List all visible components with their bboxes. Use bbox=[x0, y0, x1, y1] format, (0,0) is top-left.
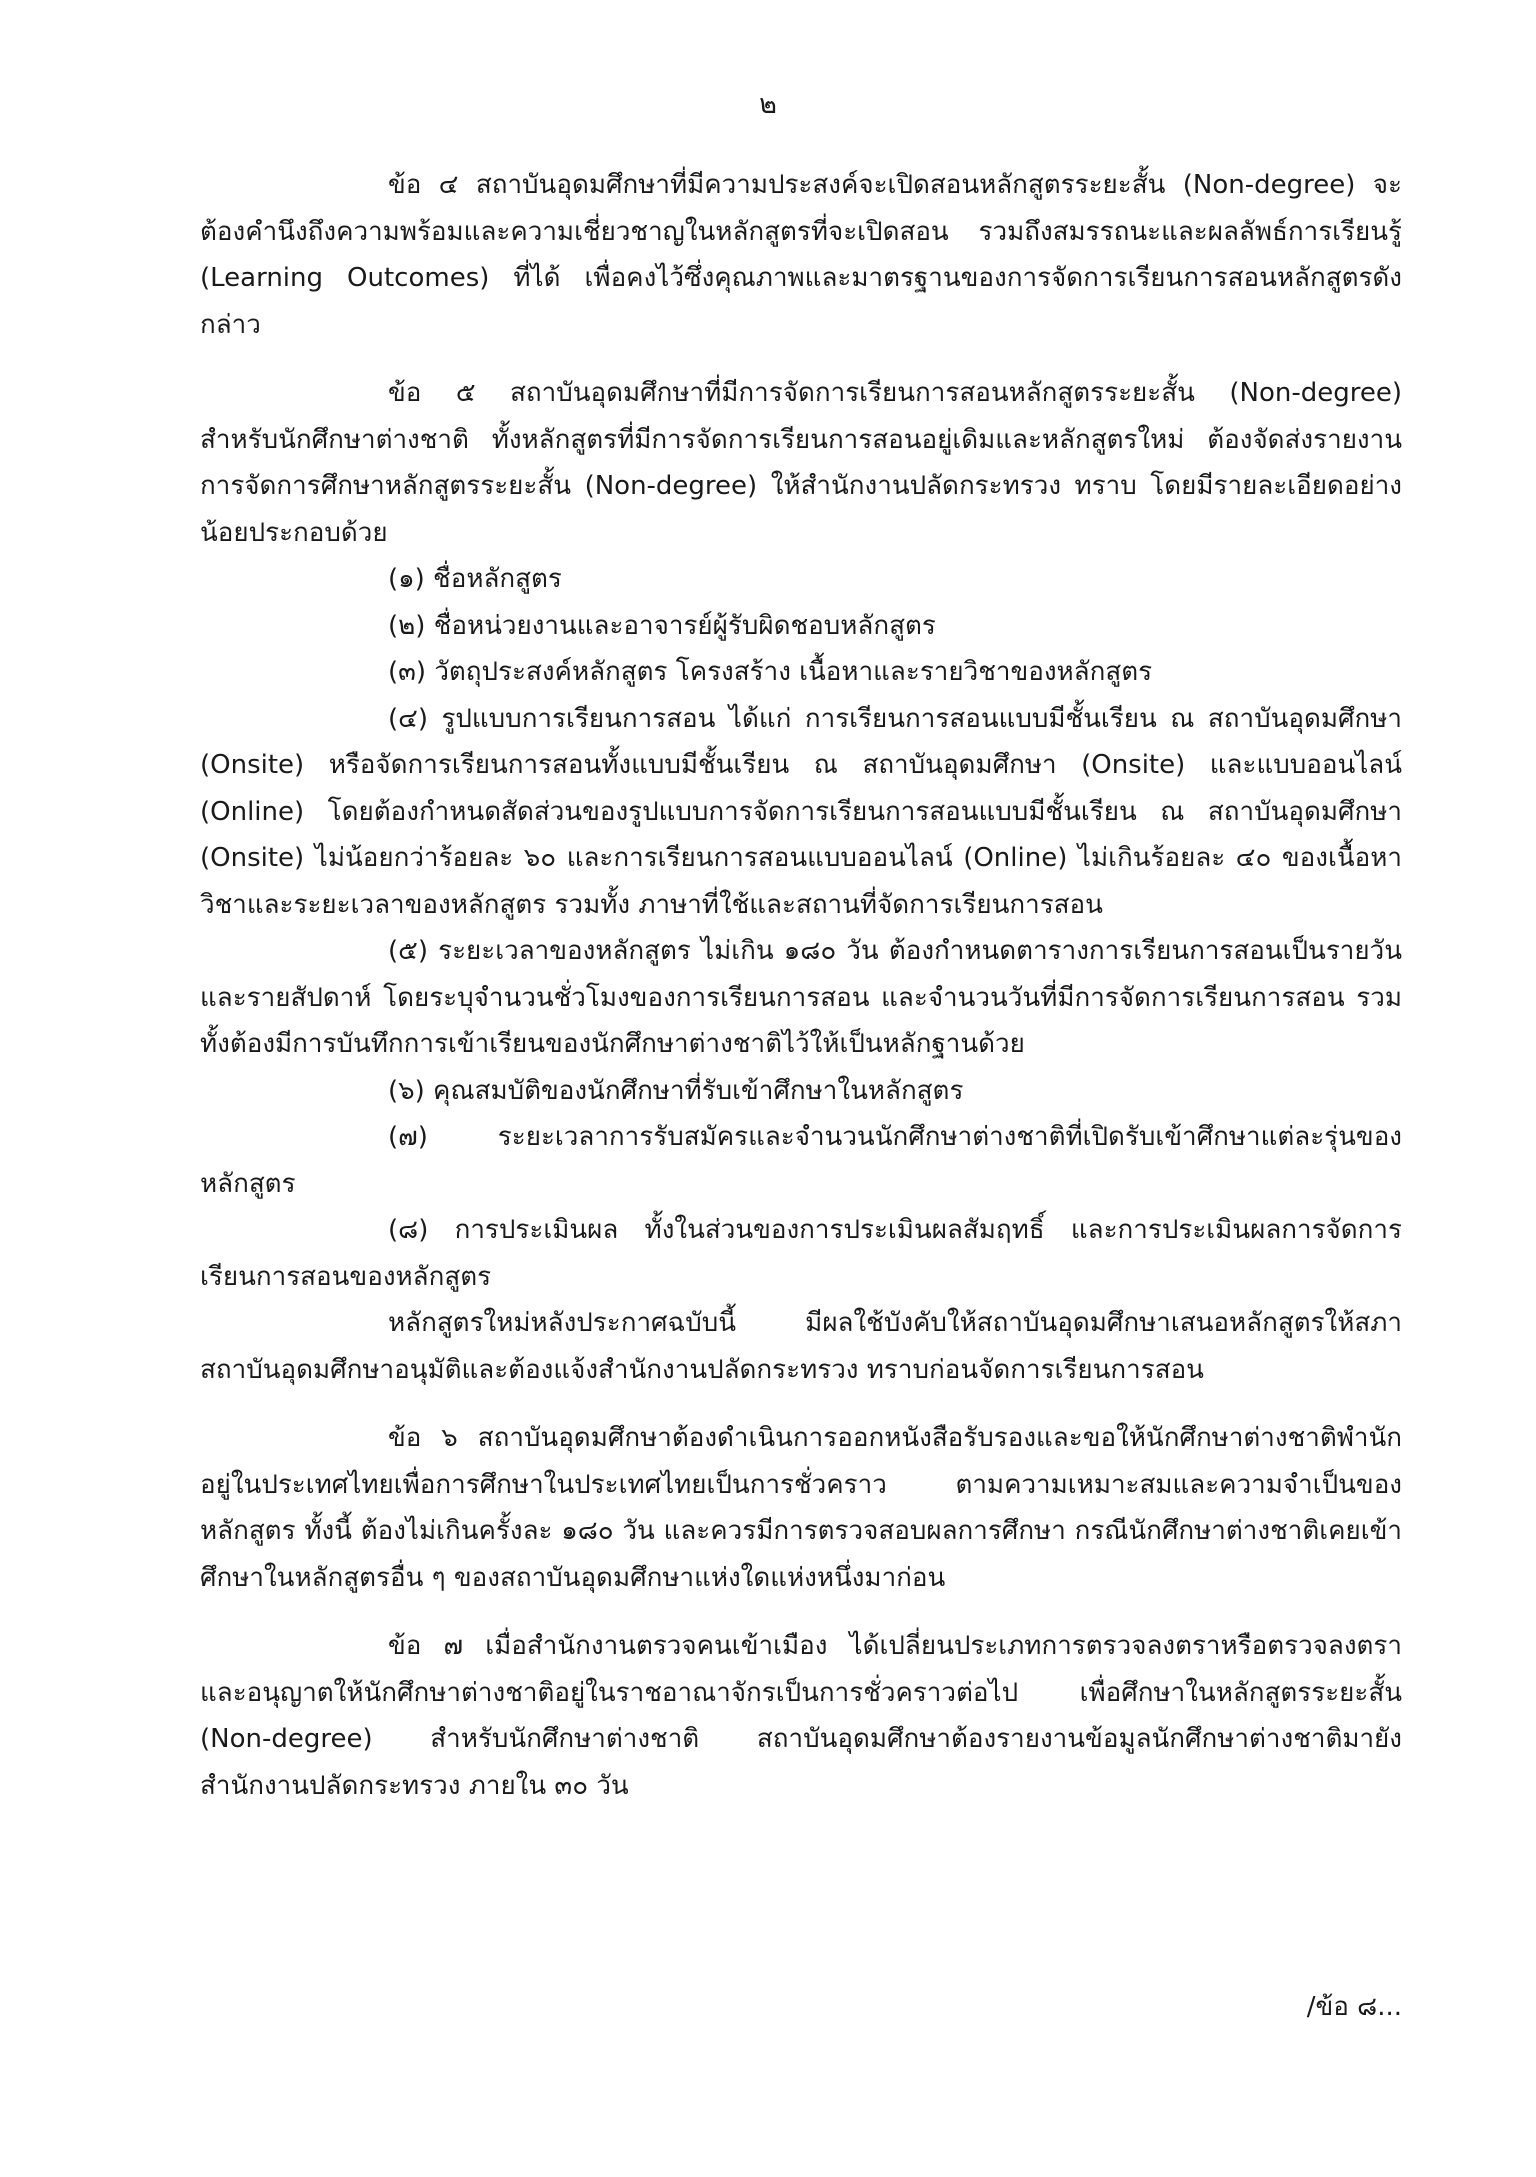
page-number: ๒ bbox=[759, 89, 777, 120]
clause-5-item-6: (๖) คุณสมบัติของนักศึกษาที่รับเข้าศึกษาในหลักสูตร bbox=[388, 1075, 964, 1106]
clause-5-intro: ข้อ ๕ สถาบันอุดมศึกษาที่มีการจัดการเรียนการสอนหลักสูตรระยะสั้น (Non-degree) สำหรับนักศึกษาต่างชาติ ทั้งหลักสูตรที่มีการจัดการเรียนการสอนอยู่เดิมและหลักสูตรใหม่ ต้องจัดส่งรายงานการจัดการศึกษาหลักสูตรระยะสั้น (Non-degree) ให้สำนักงานปลัดกระทรวง ทราบ โดยมีรายละเอียดอย่างน้อยประกอบด้วย bbox=[200, 378, 1402, 548]
clause-7: ข้อ ๗ เมื่อสำนักงานตรวจคนเข้าเมือง ได้เปลี่ยนประเภทการตรวจลงตราหรือตรวจลงตราและอนุญาตให้นักศึกษาต่างชาติอยู่ในราชอาณาจักรเป็นการชั่วคราวต่อไป เพื่อศึกษาในหลักสูตรระยะสั้น (Non-degree) สำหรับนักศึกษาต่างชาติ สถาบันอุดมศึกษาต้องรายงานข้อมูลนักศึกษาต่างชาติมายังสำนักงานปลัดกระทรวง ภายใน ๓๐ วัน bbox=[200, 1631, 1402, 1801]
clause-5-item-8: (๘) การประเมินผล ทั้งในส่วนของการประเมินผลสัมฤทธิ์ และการประเมินผลการจัดการเรียนการสอนของหลักสูตร bbox=[200, 1215, 1402, 1292]
document-body bbox=[200, 162, 1402, 1809]
clause-5-item-4: (๔) รูปแบบการเรียนการสอน ได้แก่ การเรียนการสอนแบบมีชั้นเรียน ณ สถาบันอุดมศึกษา (Onsite) หรือจัดการเรียนการสอนทั้งแบบมีชั้นเรียน ณ สถาบันอุดมศึกษา (Onsite) และแบบออนไลน์ (Online) โดยต้องกำหนดสัดส่วนของรูปแบบการจัดการเรียนการสอนแบบมีชั้นเรียน ณ สถาบันอุดมศึกษา (Onsite) ไม่น้อยกว่าร้อยละ ๖๐ และการเรียนการสอนแบบออนไลน์ (Online) ไม่เกินร้อยละ ๔๐ ของเนื้อหาวิชาและระยะเวลาของหลักสูตร รวมทั้ง ภาษาที่ใช้และสถานที่จัดการเรียนการสอน bbox=[200, 703, 1402, 920]
clause-6: ข้อ ๖ สถาบันอุดมศึกษาต้องดำเนินการออกหนังสือรับรองและขอให้นักศึกษาต่างชาติพำนักอยู่ในประเทศไทยเพื่อการศึกษาในประเทศไทยเป็นการชั่วคราว ตามความเหมาะสมและความจำเป็นของหลักสูตร ทั้งนี้ ต้องไม่เกินครั้งละ ๑๘๐ วัน และควรมีการตรวจสอบผลการศึกษา กรณีนักศึกษาต่างชาติเคยเข้าศึกษาในหลักสูตรอื่น ๆ ของสถาบันอุดมศึกษาแห่งใดแห่งหนึ่งมาก่อน bbox=[200, 1423, 1402, 1593]
clause-4: ข้อ ๔ สถาบันอุดมศึกษาที่มีความประสงค์จะเปิดสอนหลักสูตรระยะสั้น (Non-degree) จะต้องคำนึงถึงความพร้อมและความเชี่ยวชาญในหลักสูตรที่จะเปิดสอน รวมถึงสมรรถนะและผลลัพธ์การเรียนรู้ (Learning Outcomes) ที่ได้ เพื่อคงไว้ซึ่งคุณภาพและมาตรฐานของการจัดการเรียนการสอนหลักสูตรดังกล่าว bbox=[200, 170, 1402, 340]
clause-5-item-7: (๗) ระยะเวลาการรับสมัครและจำนวนนักศึกษาต่างชาติที่เปิดรับเข้าศึกษาแต่ละรุ่นของหลักสูตร bbox=[200, 1122, 1402, 1199]
clause-5-closing: หลักสูตรใหม่หลังประกาศฉบับนี้ มีผลใช้บังคับให้สถาบันอุดมศึกษาเสนอหลักสูตรให้สภาสถาบันอุดมศึกษาอนุมัติและต้องแจ้งสำนักงานปลัดกระทรวง ทราบก่อนจัดการเรียนการสอน bbox=[200, 1308, 1402, 1385]
clause-5-item-1: (๑) ชื่อหลักสูตร bbox=[388, 564, 562, 594]
clause-5-item-5: (๕) ระยะเวลาของหลักสูตร ไม่เกิน ๑๘๐ วัน ต้องกำหนดตารางการเรียนการสอนเป็นรายวันและรายสัปดาห์ โดยระบุจำนวนชั่วโมงของการเรียนการสอน และจำนวนวันที่มีการจัดการเรียนการสอน รวมทั้งต้องมีการบันทึกการเข้าเรียนของนักศึกษาต่างชาติไว้ให้เป็นหลักฐานด้วย bbox=[200, 936, 1402, 1059]
clause-5 bbox=[200, 370, 1402, 1393]
next-page-marker: /ข้อ ๘... bbox=[1306, 1992, 1402, 2022]
clause-5-item-2: (๒) ชื่อหน่วยงานและอาจารย์ผู้รับผิดชอบหลักสูตร bbox=[388, 610, 936, 641]
clause-5-item-3: (๓) วัตถุประสงค์หลักสูตร โครงสร้าง เนื้อหาและรายวิชาของหลักสูตร bbox=[388, 657, 1153, 687]
